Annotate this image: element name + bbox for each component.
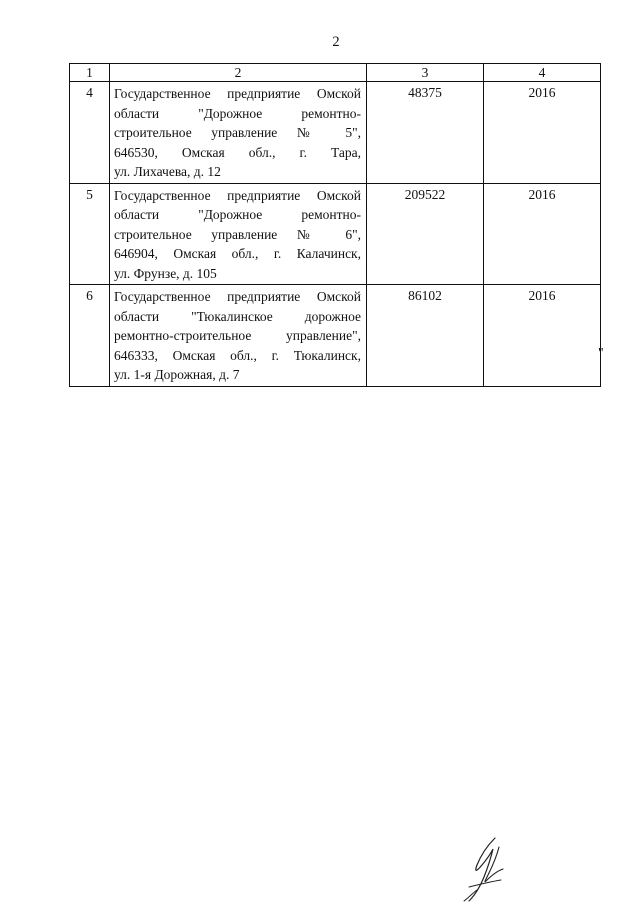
enterprise-name-line: ремонтно-строительное управление", [114,328,361,343]
value-cell: 86102 [367,285,484,387]
table-header-row [70,64,601,82]
enterprise-name-line: ул. Фрунзе, д. 105 [114,265,217,281]
header-col-1: 1 [70,64,110,82]
enterprise-name-line: Государственное предприятие Омской [114,187,361,203]
value-cell: 209522 [367,183,484,285]
enterprise-name-line: 646333, Омская обл., г. Тюкалинск, [114,347,361,363]
enterprise-name-line: области "Дорожное ремонтно- [114,105,361,121]
enterprise-name-line: области "Тюкалинское дорожное [114,308,361,324]
enterprise-name-line: строительное управление № 5", [114,125,361,140]
page-number: 2 [332,34,340,50]
enterprise-name-line: ул. 1-я Дорожная, д. 7 [114,367,240,382]
enterprise-name [110,285,367,387]
header-col-2: 2 [110,64,367,82]
enterprise-name-line: области "Дорожное ремонтно- [114,207,361,222]
enterprise-name-line: Государственное предприятие Омской [114,289,361,304]
year-cell: 2016 [484,285,601,387]
value-cell: 48375 [367,82,484,184]
closing-quote: " [598,346,604,361]
enterprise-name-line: ул. Лихачева, д. 12 [114,164,221,179]
enterprise-name-line: 646530, Омская обл., г. Тара, [114,144,361,160]
row-number: 4 [70,82,110,184]
table-row [70,82,601,184]
header-col-3: 3 [367,64,484,82]
enterprise-name [110,82,367,184]
header-col-4: 4 [484,64,601,82]
enterprise-name-line: строительное управление № 6", [114,226,361,242]
handwritten-signature [455,835,525,905]
table-row [70,183,601,285]
enterprise-name [110,183,367,285]
year-cell: 2016 [484,82,601,184]
enterprise-table [69,63,601,387]
enterprise-name-line: Государственное предприятие Омской [114,86,361,101]
row-number: 6 [70,285,110,387]
row-number: 5 [70,183,110,285]
year-cell: 2016 [484,183,601,285]
table-row [70,285,601,387]
enterprise-name-line: 646904, Омская обл., г. Калачинск, [114,246,361,261]
